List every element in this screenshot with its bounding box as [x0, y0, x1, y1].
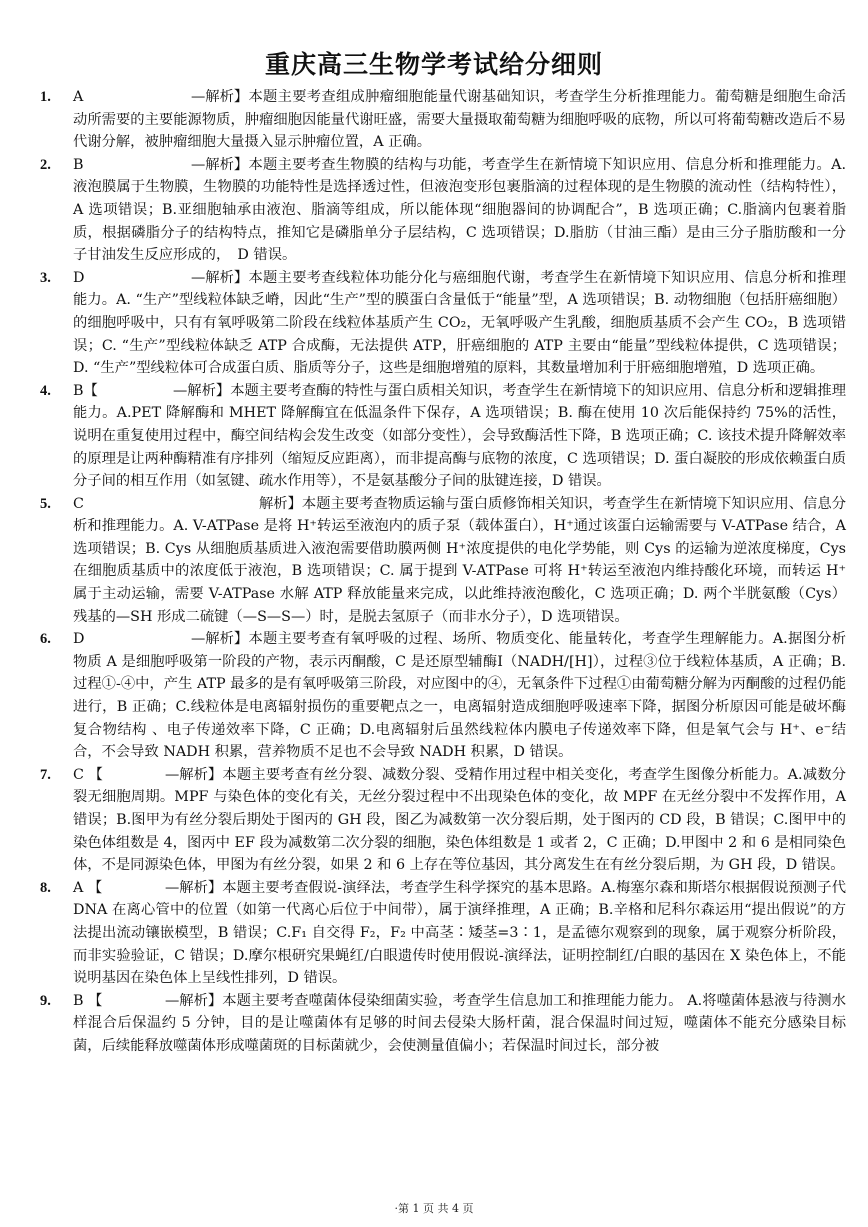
item-text: 本题主要考查物质运输与蛋白质修饰相关知识，考查学生在新情境下知识应用、信息分析和推理能力。A. V-ATPase 是将 H⁺转运至液泡内的质子泵（载体蛋白），H⁺通过该蛋白运输需要与 V-ATPase 结合，A 选项错误；B. Cys 从细胞质基质进入液泡需要借助膜两侧 H⁺浓度提供的电化学势能，则 Cys 的运输为逆浓度梯度，Cys 在细胞质基质中的浓度低于液泡，B 选项错误；C. 属于提到 V-ATPase 可将 H⁺转运至液泡内维持酸化环境，而转运 H⁺属于主动运输，需要 V-ATPase 水解 ATP 释放能量来完成，以此维持液泡酸化，C 选项正确；D. 两个半胱氨酸（Cys）残基的—SH 形成二硫键（—S—S—）时，是脱去氢原子（而非水分子），D 选项错误。	[73, 495, 846, 625]
item-separator: 解析】	[259, 495, 302, 512]
item-text: 本题主要考查有丝分裂、减数分裂、受精作用过程中相关变化，考查学生图像分析能力。A.减数分裂无细胞周期。MPF 与染色体的变化有关，无丝分裂过程中不出现染色体的变化，故 MPF 在无丝分裂中不发挥作用，A 错误；B.图甲为有丝分裂后期处于图丙的 GH 段，图乙为减数第一次分裂后期，处于图丙的 CD 段，B 错误；C.图甲中的染色体组数是 4，图丙中 EF 段为减数第二次分裂的细胞，染色体组数是 1 或者 2，C 正确；D.甲图中 2 和 6 是相同染色体，不是同源染色体，甲图为有丝分裂，如果 2 和 6 上存在等位基因，其分离发生在有丝分裂后期，为 GH 段，D 错误。	[73, 766, 846, 874]
item-answer: D	[73, 269, 85, 286]
list-item	[40, 877, 846, 990]
item-separator: —解析】	[165, 879, 223, 896]
item-number: 8.	[40, 879, 51, 896]
item-number: 9.	[40, 992, 51, 1009]
item-answer: B【	[73, 382, 98, 399]
item-separator: —解析】	[165, 992, 223, 1009]
item-answer: B	[73, 156, 84, 173]
list-item	[40, 628, 846, 764]
page-title: 重庆高三生物学考试给分细则	[264, 50, 603, 79]
item-separator: —解析】	[191, 631, 249, 648]
item-answer: A 【	[73, 879, 103, 896]
item-separator: —解析】	[191, 269, 249, 286]
list-item	[40, 990, 846, 1058]
item-number: 5.	[40, 495, 51, 512]
item-answer: A	[73, 89, 84, 105]
list-item	[40, 493, 846, 629]
item-text: 本题主要考查酶的特性与蛋白质相关知识，考查学生在新情境下的知识应用、信息分析和逻辑推理能力。A.PET 降解酶和 MHET 降解酶宜在低温条件下保存，A 选项错误；B. 酶在使用 10 次后能保持约 75%的活性，说明在重复使用过程中，酶空间结构会发生改变（如部分变性），会导致酶活性下降，B 选项正确；C. 该技术提升降解效率的原理是让两种酶精准有序排列（缩短反应距离），而非提高酶与底物的浓度，C 选项错误；D. 蛋白凝胶的形成依赖蛋白质分子间的相互作用（如氢键、疏水作用等），不是氨基酸分子间的肽键连接，D 错误。	[73, 382, 846, 490]
item-text: 本题主要考查假说-演绎法，考查学生科学探究的基本思路。A.梅塞尔森和斯塔尔根据假说预测子代 DNA 在离心管中的位置（如第一代离心后位于中间带），属于演绎推理，A 正确；B.辛格和尼科尔森运用“提出假说”的方法提出流动镶嵌模型，B 错误；C.F₁ 自交得 F₂，F₂ 中高茎∶矮茎=3∶1，是孟德尔观察到的现象，属于观察分析阶段，而非实验验证，C 错误；D.摩尔根研究果蝇红/白眼遗传时使用假说-演绎法，证明控制红/白眼的基因在 X 染色体上，不能说明基因在染色体上呈线性排列，D 错误。	[73, 879, 846, 987]
item-number: 3.	[40, 269, 51, 286]
item-separator: —解析】	[191, 89, 249, 105]
item-number: 1.	[40, 89, 51, 105]
item-text: 本题主要考查组成肿瘤细胞能量代谢基础知识，考查学生分析推理能力。葡萄糖是细胞生命活动所需要的主要能源物质，肿瘤细胞因能量代谢旺盛，需要大量摄取葡萄糖为细胞呼吸的底物，所以可将葡萄糖改造后不易代谢分解，被肿瘤细胞大量摄入显示肿瘤位置，A 正确。	[73, 89, 846, 151]
item-text: 本题主要考查噬菌体侵染细菌实验，考查学生信息加工和推理能力能力。 A.将噬菌体悬液与待测水样混合后保温约 5 分钟，目的是让噬菌体有足够的时间去侵染大肠杆菌，混合保温时间过短，噬菌体不能充分感染目标菌，后续能释放噬菌体形成噬菌斑的目标菌就少，会使测量值偏小；若保温时间过长，部分被	[73, 992, 846, 1054]
answer-list	[40, 86, 846, 1058]
item-number: 4.	[40, 382, 51, 399]
item-number: 2.	[40, 156, 51, 173]
item-answer: C	[73, 495, 84, 512]
item-text: 本题主要考查线粒体功能分化与癌细胞代谢，考查学生在新情境下知识应用、信息分析和推理能力。A. “生产”型线粒体缺乏嵴，因此“生产”型的膜蛋白含量低于“能量”型，A 选项错误；B. 动物细胞（包括肝癌细胞）的细胞呼吸中，只有有氧呼吸第二阶段在线粒体基质产生 CO₂，无氧呼吸产生乳酸，细胞质基质不会产生 CO₂，B 选项错误；C. “生产”型线粒体缺乏 ATP 合成酶，无法提供 ATP，肝癌细胞的 ATP 主要由“能量”型线粒体提供，C 选项错误；D. “生产”型线粒体可合成蛋白质、脂质等分子，这些是细胞增殖的原料，其数量增加利于肝癌细胞增殖，D 选项正确。	[73, 269, 846, 377]
item-answer: B 【	[73, 992, 103, 1009]
item-separator: —解析】	[173, 382, 231, 399]
list-item	[40, 764, 846, 877]
item-answer: C 【	[73, 766, 103, 783]
page-footer: ·第 1 页 共 4 页	[394, 1202, 474, 1215]
list-item	[40, 380, 846, 493]
item-text: 本题主要考查有氧呼吸的过程、场所、物质变化、能量转化，考查学生理解能力。A.据图分析物质 A 是细胞呼吸第一阶段的产物，表示丙酮酸，C 是还原型辅酶I（NADH/[H]），过程③位于线粒体基质，A 正确；B.过程①-④中，产生 ATP 最多的是有氧呼吸第三阶段，对应图中的④，无氧条件下过程①由葡萄糖分解为丙酮酸的过程仍能进行，B 正确；C.线粒体是电离辐射损伤的重要靶点之一，电离辐射造成细胞呼吸速率下降，据图分析原因可能是破坏酶复合物结构 、电子传递效率下降，C 正确；D.电离辐射后虽然线粒体内膜电子传递效率下降，但是氧气会与 H⁺、e⁻结合，不会导致 NADH 积累，营养物质不足也不会导致 NADH 积累，D 错误。	[73, 631, 846, 761]
list-item	[40, 267, 846, 380]
item-separator: —解析】	[191, 156, 249, 173]
item-number: 6.	[40, 631, 51, 648]
list-item	[40, 154, 846, 267]
list-item	[40, 86, 846, 154]
item-separator: —解析】	[165, 766, 223, 783]
item-text: 本题主要考查生物膜的结构与功能，考查学生在新情境下知识应用、信息分析和推理能力。A.液泡膜属于生物膜，生物膜的功能特性是选择透过性，但液泡变形包裹脂滴的过程体现的是生物膜的流动性（结构特性），A 选项错误；B.亚细胞轴承由液泡、脂滴等组成，所以能体现“细胞器间的协调配合”，B 选项正确；C.脂滴内包裹着脂质，根据磷脂分子的结构特点，推知它是磷脂单分子层结构，C 选项错误；D.脂肪（甘油三酯）是由三分子脂肪酸和一分子甘油发生反应形成的， D 错误。	[73, 156, 846, 264]
item-number: 7.	[40, 766, 51, 783]
item-answer: D	[73, 631, 85, 648]
